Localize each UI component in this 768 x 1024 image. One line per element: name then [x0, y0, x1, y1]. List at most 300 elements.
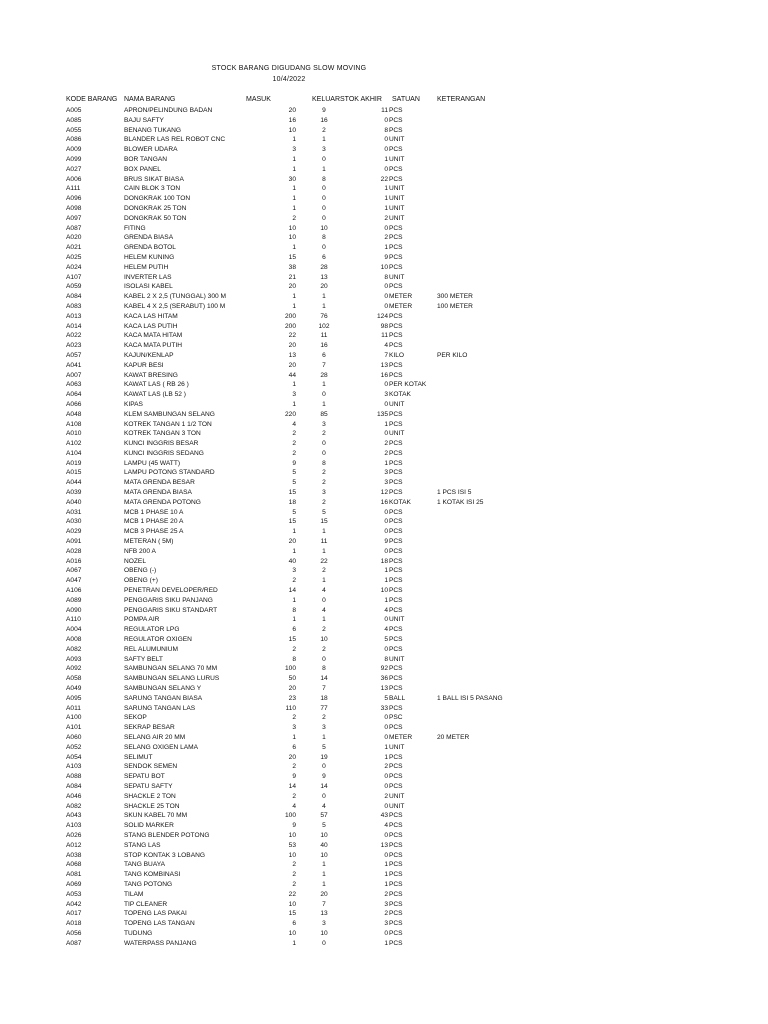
keluar-cell: 1 — [322, 547, 326, 555]
masuk-cell: 15 — [288, 636, 296, 644]
satuan-cell: PCS — [389, 410, 403, 418]
stok-akhir-cell: 2 — [384, 214, 388, 222]
kode-barang-cell: A013 — [66, 312, 82, 320]
nama-barang-cell: KACA MATA PUTIH — [124, 342, 183, 350]
stok-akhir-cell: 0 — [384, 116, 388, 124]
satuan-cell: METER — [389, 734, 413, 741]
table-row — [0, 851, 768, 861]
nama-barang-cell: REGULATOR LPG — [124, 626, 180, 634]
kode-barang-cell: A100 — [66, 714, 82, 722]
nama-barang-cell: PENGGARIS SIKU PANJANG — [124, 596, 213, 604]
satuan-cell: UNIT — [389, 400, 405, 408]
stok-akhir-cell: 2 — [384, 763, 388, 771]
kode-barang-cell: A069 — [66, 880, 82, 888]
table-row — [0, 547, 768, 557]
table-row — [0, 429, 768, 439]
kode-barang-cell: A085 — [66, 116, 82, 124]
keterangan-cell: 1 BALL ISI 5 PASANG — [437, 694, 503, 702]
keluar-cell: 1 — [322, 861, 326, 869]
header-keterangan: KETERANGAN — [437, 96, 486, 103]
kode-barang-cell: A021 — [66, 244, 82, 252]
satuan-cell: PCS — [389, 880, 403, 888]
table-row — [0, 713, 768, 723]
keluar-cell: 0 — [322, 195, 326, 203]
table-row — [0, 645, 768, 655]
stok-akhir-cell: 13 — [380, 361, 388, 369]
keluar-cell: 1 — [322, 871, 326, 879]
kode-barang-cell: A053 — [66, 890, 82, 898]
kode-barang-cell: A098 — [66, 204, 82, 212]
stok-akhir-cell: 0 — [384, 929, 388, 937]
nama-barang-cell: PENGGARIS SIKU STANDART — [124, 606, 218, 614]
nama-barang-cell: SARUNG TANGAN LAS — [124, 704, 196, 712]
satuan-cell: KOTAK — [389, 391, 411, 399]
masuk-cell: 5 — [292, 479, 296, 487]
header-nama-barang: NAMA BARANG — [124, 96, 176, 103]
masuk-cell: 2 — [292, 792, 296, 800]
masuk-cell: 1 — [292, 195, 296, 203]
keluar-cell: 5 — [322, 508, 326, 516]
kode-barang-cell: A030 — [66, 518, 82, 526]
masuk-cell: 200 — [284, 322, 296, 330]
satuan-cell: PCS — [389, 763, 403, 771]
keluar-cell: 5 — [322, 822, 326, 830]
nama-barang-cell: SARUNG TANGAN BIASA — [124, 694, 203, 702]
nama-barang-cell: SEPATU BOT — [124, 773, 165, 781]
kode-barang-cell: A039 — [66, 489, 82, 497]
stok-akhir-cell: 1 — [384, 880, 388, 888]
kode-barang-cell: A041 — [66, 361, 82, 369]
kode-barang-cell: A092 — [66, 665, 82, 673]
table-row — [0, 175, 768, 185]
stok-akhir-cell: 2 — [384, 910, 388, 918]
keluar-cell: 0 — [322, 185, 326, 193]
satuan-cell: PCS — [389, 440, 403, 448]
keluar-cell: 8 — [322, 459, 326, 467]
kode-barang-cell: A042 — [66, 900, 82, 908]
kode-barang-cell: A024 — [66, 263, 82, 271]
table-row — [0, 380, 768, 390]
table-row — [0, 704, 768, 714]
table-row — [0, 674, 768, 684]
stok-akhir-cell: 1 — [384, 596, 388, 604]
stok-akhir-cell: 2 — [384, 440, 388, 448]
nama-barang-cell: APRON/PELINDUNG BADAN — [124, 107, 213, 114]
table-row — [0, 282, 768, 292]
keluar-cell: 10 — [320, 929, 328, 937]
satuan-cell: UNIT — [389, 743, 405, 751]
stok-akhir-cell: 1 — [384, 939, 388, 947]
keluar-cell: 0 — [322, 655, 326, 663]
masuk-cell: 20 — [288, 342, 296, 350]
kode-barang-cell: A018 — [66, 920, 82, 928]
table-row — [0, 263, 768, 273]
keluar-cell: 2 — [322, 498, 326, 506]
nama-barang-cell: KAWAT BRESING — [124, 371, 178, 379]
header-keluar: KELUAR — [312, 96, 341, 103]
keluar-cell: 6 — [322, 351, 326, 359]
keluar-cell: 2 — [322, 479, 326, 487]
keluar-cell: 1 — [322, 302, 326, 310]
keluar-cell: 16 — [320, 116, 328, 124]
nama-barang-cell: KOTREK TANGAN 1 1/2 TON — [124, 420, 212, 428]
satuan-cell: UNIT — [389, 155, 405, 163]
kode-barang-cell: A095 — [66, 694, 82, 702]
nama-barang-cell: TANG BUAYA — [124, 861, 166, 869]
satuan-cell: PCS — [389, 126, 403, 134]
keluar-cell: 10 — [320, 224, 328, 232]
kode-barang-cell: A023 — [66, 342, 82, 350]
masuk-cell: 1 — [292, 734, 296, 741]
table-row — [0, 596, 768, 606]
table-row — [0, 361, 768, 371]
keluar-cell: 4 — [322, 587, 326, 595]
keluar-cell: 0 — [322, 244, 326, 252]
stok-akhir-cell: 10 — [380, 587, 388, 595]
table-row — [0, 841, 768, 851]
kode-barang-cell: A111 — [66, 185, 81, 193]
nama-barang-cell: STOP KONTAK 3 LOBANG — [124, 851, 205, 859]
masuk-cell: 1 — [292, 293, 296, 301]
satuan-cell: PCS — [389, 263, 403, 271]
keluar-cell: 15 — [320, 518, 328, 526]
keluar-cell: 8 — [322, 234, 326, 242]
nama-barang-cell: BLANDER LAS REL ROBOT CNC — [124, 136, 226, 144]
keluar-cell: 2 — [322, 469, 326, 477]
table-row — [0, 900, 768, 910]
satuan-cell: PCS — [389, 253, 403, 261]
satuan-cell: KILO — [389, 351, 405, 359]
nama-barang-cell: BAJU SAFTY — [124, 116, 164, 124]
nama-barang-cell: MCB 1 PHASE 10 A — [124, 508, 184, 516]
keluar-cell: 14 — [320, 675, 328, 683]
table-row — [0, 468, 768, 478]
nama-barang-cell: MATA GRENDA BESAR — [124, 479, 195, 487]
kode-barang-cell: A081 — [66, 871, 82, 879]
kode-barang-cell: A066 — [66, 400, 82, 408]
kode-barang-cell: A010 — [66, 430, 82, 438]
satuan-cell: PCS — [389, 567, 403, 575]
masuk-cell: 5 — [292, 508, 296, 516]
nama-barang-cell: TUDUNG — [124, 929, 153, 937]
stok-akhir-cell: 4 — [384, 606, 388, 614]
masuk-cell: 10 — [288, 851, 296, 859]
keluar-cell: 2 — [322, 430, 326, 438]
table-row — [0, 351, 768, 361]
nama-barang-cell: MCB 1 PHASE 20 A — [124, 518, 184, 526]
keluar-cell: 18 — [320, 694, 328, 702]
keluar-cell: 11 — [320, 332, 328, 340]
kode-barang-cell: A046 — [66, 792, 82, 800]
masuk-cell: 15 — [288, 489, 296, 497]
document-title: STOCK BARANG DIGUDANG SLOW MOVING — [211, 65, 367, 72]
keluar-cell: 7 — [322, 685, 326, 693]
satuan-cell: PCS — [389, 920, 403, 928]
keluar-cell: 4 — [322, 802, 326, 810]
table-row — [0, 625, 768, 635]
keluar-cell: 3 — [322, 146, 326, 154]
masuk-cell: 20 — [288, 753, 296, 761]
kode-barang-cell: A103 — [66, 822, 82, 830]
satuan-cell: PCS — [389, 283, 403, 291]
table-row — [0, 919, 768, 929]
table-row — [0, 606, 768, 616]
stok-akhir-cell: 0 — [384, 518, 388, 526]
kode-barang-cell: A088 — [66, 773, 82, 781]
satuan-cell: PCS — [389, 910, 403, 918]
keluar-cell: 0 — [322, 440, 326, 448]
kode-barang-cell: A068 — [66, 861, 82, 869]
kode-barang-cell: A048 — [66, 410, 82, 418]
masuk-cell: 2 — [292, 871, 296, 879]
stok-akhir-cell: 0 — [384, 734, 388, 741]
table-row — [0, 498, 768, 508]
keluar-cell: 40 — [320, 841, 328, 849]
kode-barang-cell: A084 — [66, 782, 82, 790]
kode-barang-cell: A102 — [66, 440, 82, 448]
table-row — [0, 184, 768, 194]
satuan-cell: PCS — [389, 518, 403, 526]
table-row — [0, 527, 768, 537]
kode-barang-cell: A049 — [66, 685, 82, 693]
nama-barang-cell: MCB 3 PHASE 25 A — [124, 528, 184, 536]
nama-barang-cell: STANG LAS — [124, 841, 161, 849]
keluar-cell: 8 — [322, 665, 326, 673]
masuk-cell: 1 — [292, 596, 296, 604]
satuan-cell: PCS — [389, 459, 403, 467]
stok-akhir-cell: 0 — [384, 851, 388, 859]
table-row — [0, 929, 768, 939]
table-row — [0, 341, 768, 351]
stok-akhir-cell: 0 — [384, 146, 388, 154]
kode-barang-cell: A087 — [66, 939, 82, 947]
nama-barang-cell: POMPA AIR — [124, 616, 160, 624]
keluar-cell: 4 — [322, 606, 326, 614]
satuan-cell: PCS — [389, 371, 403, 379]
nama-barang-cell: KACA MATA HITAM — [124, 332, 183, 340]
kode-barang-cell: A052 — [66, 743, 82, 751]
satuan-cell: UNIT — [389, 185, 405, 193]
masuk-cell: 1 — [292, 939, 296, 947]
keluar-cell: 22 — [320, 557, 328, 565]
masuk-cell: 22 — [288, 332, 296, 340]
masuk-cell: 8 — [292, 606, 296, 614]
nama-barang-cell: NOZEL — [124, 557, 146, 565]
stok-akhir-cell: 4 — [384, 342, 388, 350]
kode-barang-cell: A043 — [66, 812, 82, 820]
stok-akhir-cell: 0 — [384, 508, 388, 516]
kode-barang-cell: A067 — [66, 567, 82, 575]
stok-akhir-cell: 1 — [384, 567, 388, 575]
nama-barang-cell: KAWAT LAS ( RB 26 ) — [124, 381, 189, 389]
nama-barang-cell: REL ALUMUNIUM — [124, 645, 178, 653]
keluar-cell: 8 — [322, 175, 326, 183]
stok-akhir-cell: 1 — [384, 459, 388, 467]
stok-akhir-cell: 12 — [380, 489, 388, 497]
masuk-cell: 6 — [292, 743, 296, 751]
nama-barang-cell: TILAM — [124, 890, 144, 898]
header-stok-akhir: STOK AKHIR — [340, 96, 382, 103]
masuk-cell: 2 — [292, 714, 296, 722]
kode-barang-cell: A090 — [66, 606, 82, 614]
stok-akhir-cell: 0 — [384, 724, 388, 732]
masuk-cell: 2 — [292, 214, 296, 222]
table-row — [0, 772, 768, 782]
masuk-cell: 23 — [288, 694, 296, 702]
satuan-cell: PCS — [389, 224, 403, 232]
kode-barang-cell: A107 — [66, 273, 82, 281]
stok-akhir-cell: 1 — [384, 204, 388, 212]
satuan-cell: PCS — [389, 538, 403, 546]
keluar-cell: 1 — [322, 528, 326, 536]
satuan-cell: PCS — [389, 665, 403, 673]
satuan-cell: PCS — [389, 332, 403, 340]
keluar-cell: 2 — [322, 645, 326, 653]
table-row — [0, 449, 768, 459]
table-row — [0, 331, 768, 341]
keluar-cell: 20 — [320, 890, 328, 898]
table-row — [0, 155, 768, 165]
kode-barang-cell: A027 — [66, 165, 82, 173]
table-row — [0, 723, 768, 733]
stok-akhir-cell: 16 — [380, 371, 388, 379]
kode-barang-cell: A056 — [66, 929, 82, 937]
stok-akhir-cell: 3 — [384, 900, 388, 908]
satuan-cell: UNIT — [389, 214, 405, 222]
kode-barang-cell: A026 — [66, 831, 82, 839]
stok-akhir-cell: 7 — [384, 351, 388, 359]
stok-akhir-cell: 13 — [380, 841, 388, 849]
nama-barang-cell: SAMBUNGAN SELANG LURUS — [124, 675, 220, 683]
stok-akhir-cell: 18 — [380, 557, 388, 565]
stok-akhir-cell: 1 — [384, 861, 388, 869]
satuan-cell: PCS — [389, 234, 403, 242]
keluar-cell: 10 — [320, 831, 328, 839]
masuk-cell: 1 — [292, 616, 296, 624]
satuan-cell: UNIT — [389, 430, 405, 438]
kode-barang-cell: A044 — [66, 479, 82, 487]
stok-akhir-cell: 0 — [384, 293, 388, 301]
satuan-cell: PCS — [389, 596, 403, 604]
kode-barang-cell: A022 — [66, 332, 82, 340]
masuk-cell: 38 — [288, 263, 296, 271]
keluar-cell: 3 — [322, 489, 326, 497]
keluar-cell: 1 — [322, 880, 326, 888]
nama-barang-cell: REGULATOR OXIGEN — [124, 636, 192, 644]
stok-akhir-cell: 0 — [384, 165, 388, 173]
satuan-cell: BALL — [389, 694, 406, 702]
table-row — [0, 762, 768, 772]
satuan-cell: PCS — [389, 831, 403, 839]
satuan-cell: UNIT — [389, 195, 405, 203]
table-row — [0, 566, 768, 576]
keterangan-cell: PER KILO — [437, 351, 468, 359]
masuk-cell: 50 — [288, 675, 296, 683]
keluar-cell: 2 — [322, 714, 326, 722]
table-row — [0, 615, 768, 625]
nama-barang-cell: KUNCI INGGRIS SEDANG — [124, 449, 204, 457]
table-row — [0, 459, 768, 469]
masuk-cell: 10 — [288, 929, 296, 937]
nama-barang-cell: MATA GRENDA POTONG — [124, 498, 201, 506]
kode-barang-cell: A031 — [66, 508, 82, 516]
table-row — [0, 831, 768, 841]
keluar-cell: 76 — [320, 312, 328, 320]
keluar-cell: 0 — [322, 449, 326, 457]
table-row — [0, 753, 768, 763]
nama-barang-cell: KAPUR BESI — [124, 361, 164, 369]
kode-barang-cell: A082 — [66, 802, 82, 810]
masuk-cell: 1 — [292, 547, 296, 555]
nama-barang-cell: BOX PANEL — [124, 165, 161, 173]
nama-barang-cell: KOTREK TANGAN 3 TON — [124, 430, 201, 438]
keluar-cell: 2 — [322, 126, 326, 134]
satuan-cell: PCS — [389, 606, 403, 614]
keluar-cell: 0 — [322, 596, 326, 604]
keluar-cell: 1 — [322, 136, 326, 144]
stok-akhir-cell: 0 — [384, 283, 388, 291]
kode-barang-cell: A028 — [66, 547, 82, 555]
masuk-cell: 22 — [288, 890, 296, 898]
masuk-cell: 3 — [292, 567, 296, 575]
keluar-cell: 0 — [322, 391, 326, 399]
keluar-cell: 28 — [320, 263, 328, 271]
nama-barang-cell: WATERPASS PANJANG — [124, 939, 197, 947]
stok-akhir-cell: 0 — [384, 773, 388, 781]
masuk-cell: 9 — [292, 822, 296, 830]
satuan-cell: PCS — [389, 724, 403, 732]
masuk-cell: 2 — [292, 763, 296, 771]
stok-akhir-cell: 3 — [384, 479, 388, 487]
nama-barang-cell: SELANG AIR 20 MM — [124, 734, 186, 741]
nama-barang-cell: SAFTY BELT — [124, 655, 163, 663]
table-row — [0, 439, 768, 449]
satuan-cell: PCS — [389, 753, 403, 761]
nama-barang-cell: NFB 200 A — [124, 547, 156, 555]
keluar-cell: 1 — [322, 616, 326, 624]
kode-barang-cell: A017 — [66, 910, 82, 918]
satuan-cell: PCS — [389, 528, 403, 536]
keluar-cell: 13 — [320, 273, 328, 281]
kode-barang-cell: A057 — [66, 351, 82, 359]
kode-barang-cell: A086 — [66, 136, 82, 144]
stok-akhir-cell: 9 — [384, 538, 388, 546]
kode-barang-cell: A054 — [66, 753, 82, 761]
kode-barang-cell: A011 — [66, 704, 81, 712]
keluar-cell: 20 — [320, 283, 328, 291]
satuan-cell: PCS — [389, 479, 403, 487]
kode-barang-cell: A103 — [66, 763, 82, 771]
masuk-cell: 53 — [288, 841, 296, 849]
stok-akhir-cell: 33 — [380, 704, 388, 712]
keluar-cell: 19 — [320, 753, 328, 761]
keluar-cell: 7 — [322, 900, 326, 908]
masuk-cell: 20 — [288, 283, 296, 291]
nama-barang-cell: SEKRAP BESAR — [124, 724, 175, 732]
satuan-cell: PCS — [389, 107, 403, 114]
masuk-cell: 4 — [292, 420, 296, 428]
keluar-cell: 1 — [322, 381, 326, 389]
nama-barang-cell: KLEM SAMBUNGAN SELANG — [124, 410, 215, 418]
keluar-cell: 1 — [322, 293, 326, 301]
keterangan-cell: 100 METER — [437, 302, 473, 310]
keluar-cell: 10 — [320, 636, 328, 644]
table-row — [0, 243, 768, 253]
masuk-cell: 2 — [292, 449, 296, 457]
stok-akhir-cell: 5 — [384, 636, 388, 644]
kode-barang-cell: A093 — [66, 655, 82, 663]
satuan-cell: PCS — [389, 322, 403, 330]
